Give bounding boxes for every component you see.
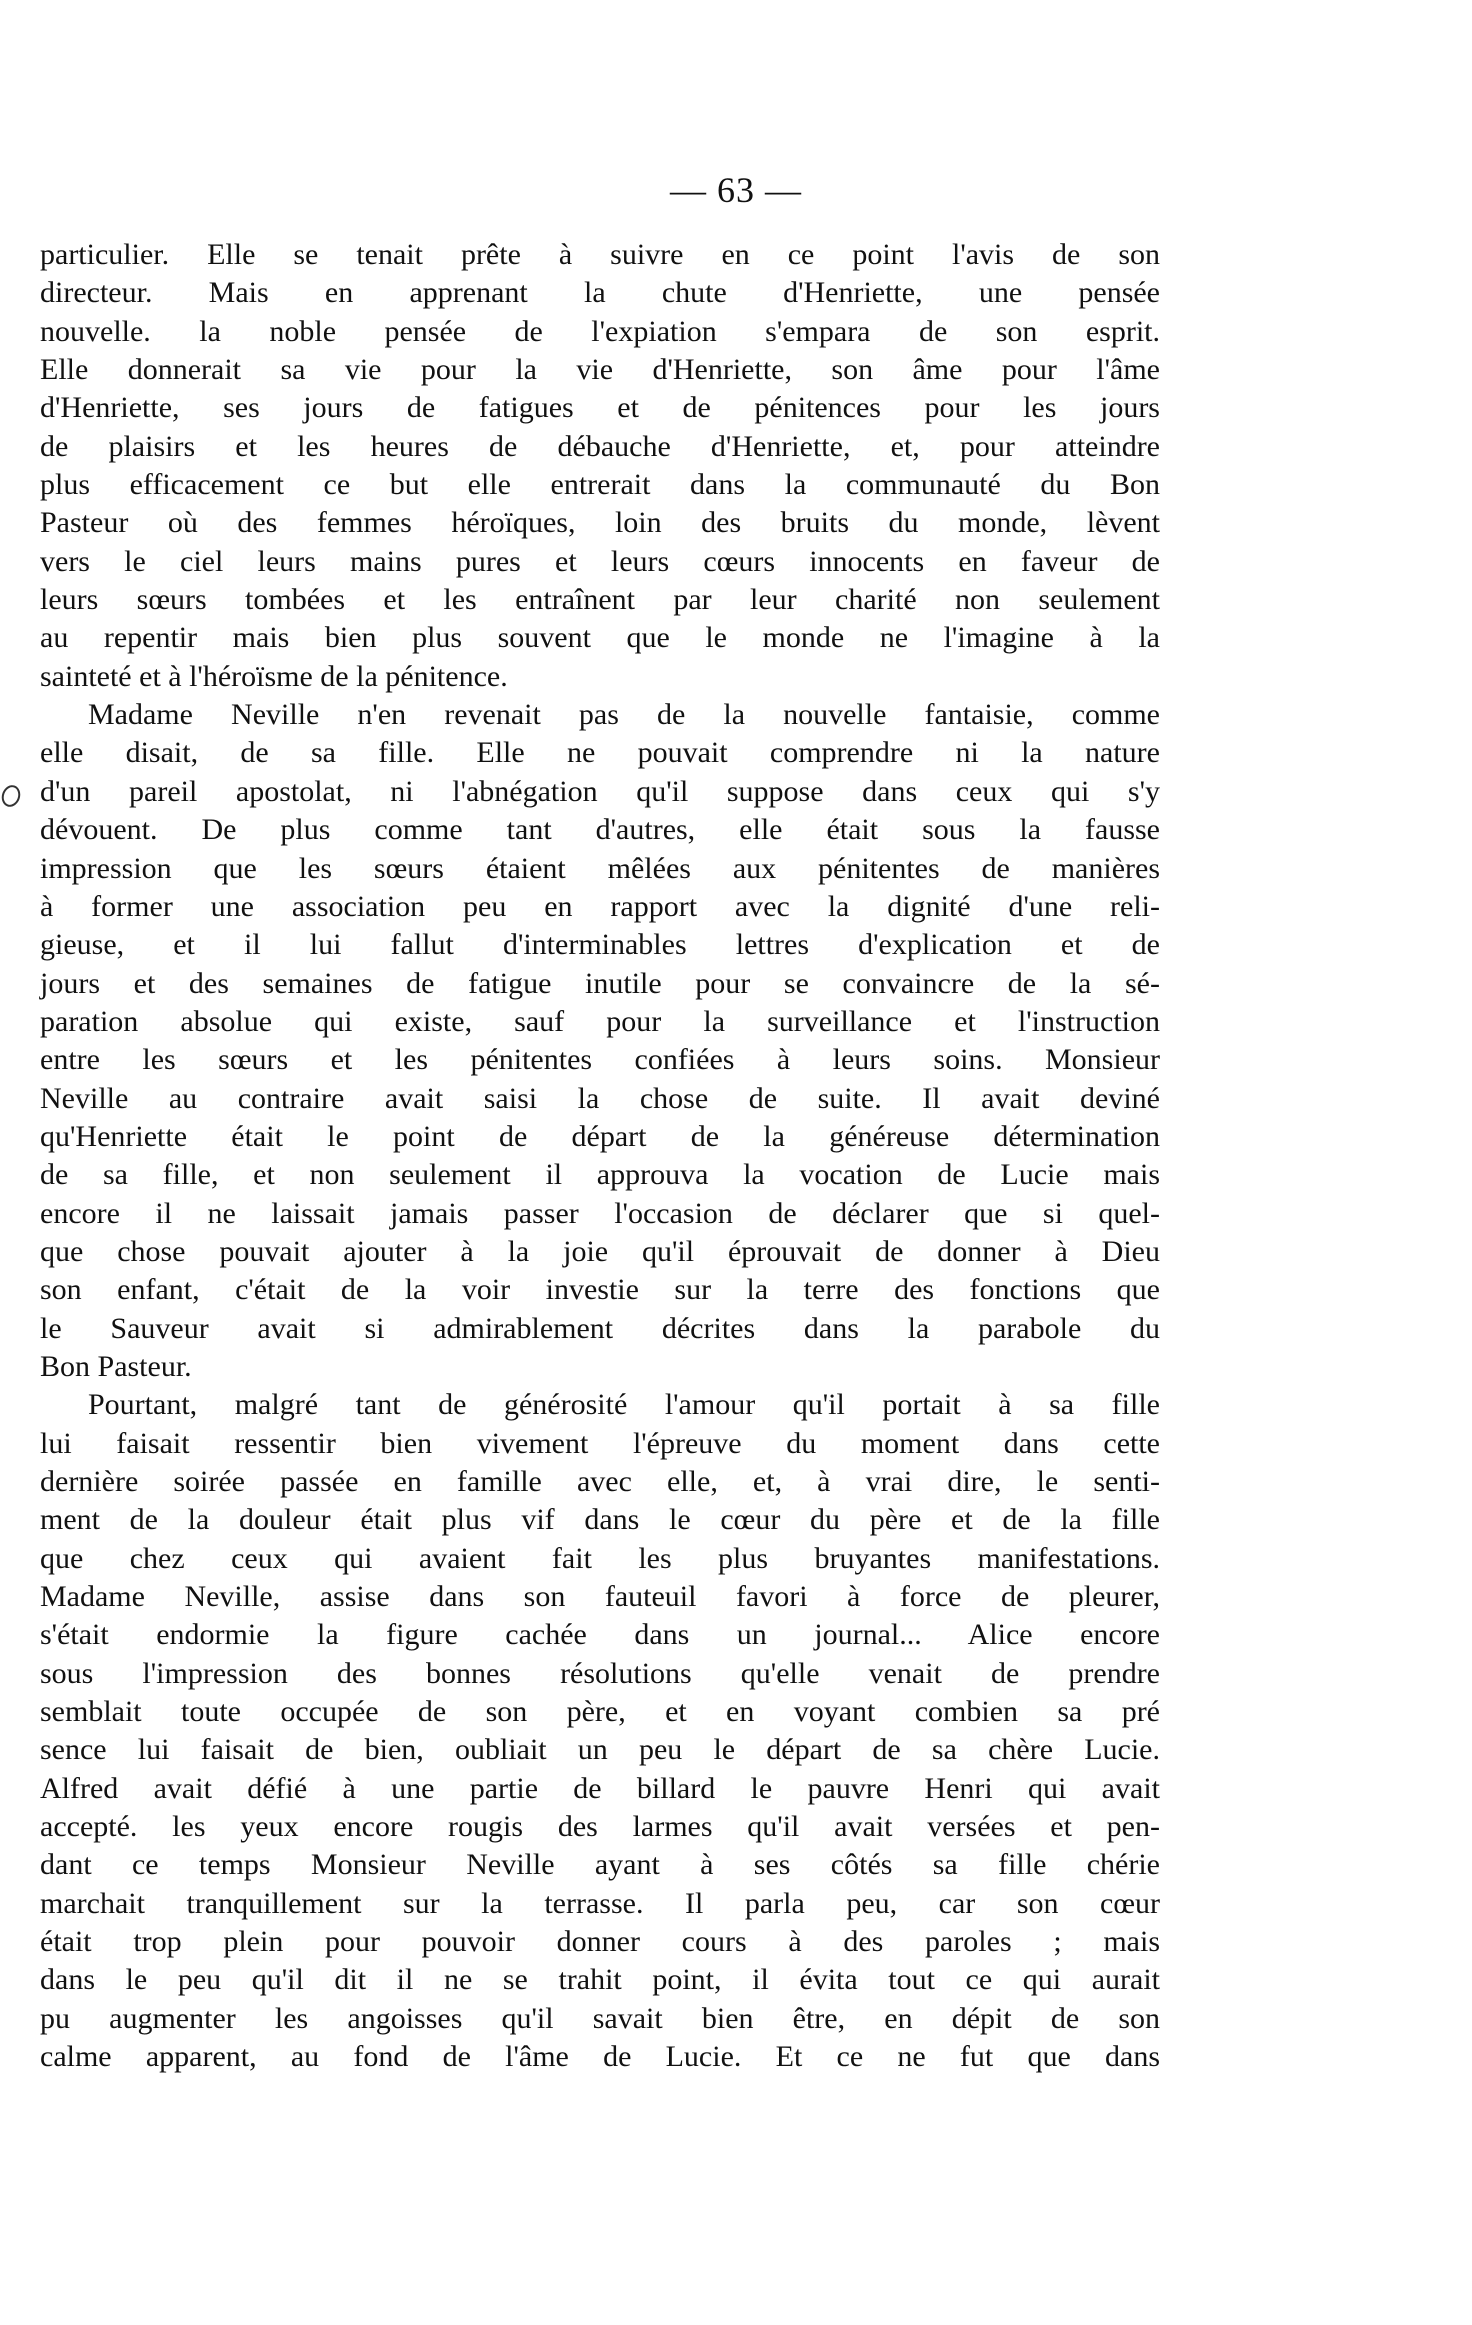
text-line: de sa fille, et non seulement il approuva la vocation de Lucie mais — [40, 1158, 1160, 1192]
text-line: vers le ciel leurs mains pures et leurs cœurs innocents en faveur de — [40, 544, 1160, 578]
text-line: son enfant, c'était de la voir investie sur la terre des fonctions que — [40, 1273, 1160, 1307]
text-line: sous l'impression des bonnes résolutions qu'elle venait de prendre — [40, 1656, 1160, 1690]
text-line: ment de la douleur était plus vif dans le cœur du père et de la fille — [40, 1503, 1160, 1537]
text-line: qu'Henriette était le point de départ de la généreuse détermination — [40, 1119, 1160, 1153]
text-line: leurs sœurs tombées et les entraînent par leur charité non seulement — [40, 583, 1160, 617]
text-line: Alfred avait défié à une partie de billard le pauvre Henri qui avait — [40, 1771, 1160, 1805]
text-line: jours et des semaines de fatigue inutile pour se convaincre de la sé- — [40, 966, 1160, 1000]
text-line: elle disait, de sa fille. Elle ne pouvait comprendre ni la nature — [40, 736, 1160, 770]
text-line: d'Henriette, ses jours de fatigues et de pénitences pour les jours — [40, 391, 1160, 425]
text-line: directeur. Mais en apprenant la chute d'Henriette, une pensée — [40, 276, 1160, 310]
text-line: impression que les sœurs étaient mêlées aux pénitentes de manières — [40, 851, 1160, 885]
text-line: Pourtant, malgré tant de générosité l'amour qu'il portait à sa fille — [88, 1388, 1160, 1422]
text-line: que chose pouvait ajouter à la joie qu'il éprouvait de donner à Dieu — [40, 1234, 1160, 1268]
body-text — [40, 236, 1160, 2077]
text-line: le Sauveur avait si admirablement décrites dans la parabole du — [40, 1311, 1160, 1345]
text-line: lui faisait ressentir bien vivement l'épreuve du moment dans cette — [40, 1426, 1160, 1460]
text-line: paration absolue qui existe, sauf pour la surveillance et l'instruction — [40, 1004, 1160, 1038]
text-line: entre les sœurs et les pénitentes confiées à leurs soins. Monsieur — [40, 1043, 1160, 1077]
text-line: au repentir mais bien plus souvent que le monde ne l'imagine à la — [40, 621, 1160, 655]
text-line: s'était endormie la figure cachée dans un journal... Alice encore — [40, 1618, 1160, 1652]
text-line: semblait toute occupée de son père, et en voyant combien sa pré — [40, 1695, 1160, 1729]
text-line: dans le peu qu'il dit il ne se trahit point, il évita tout ce qui aurait — [40, 1963, 1160, 1997]
text-line: gieuse, et il lui fallut d'interminables lettres d'explication et de — [40, 928, 1160, 962]
text-line: sence lui faisait de bien, oubliait un peu le départ de sa chère Lucie. — [40, 1733, 1160, 1767]
text-line: plus efficacement ce but elle entrerait dans la communauté du Bon — [40, 468, 1160, 502]
text-line: dernière soirée passée en famille avec elle, et, à vrai dire, le senti- — [40, 1465, 1160, 1498]
text-line: que chez ceux qui avaient fait les plus bruyantes manifestations. — [40, 1541, 1160, 1575]
text-line: accepté. les yeux encore rougis des larmes qu'il avait versées et pen- — [40, 1810, 1160, 1844]
text-line: marchait tranquillement sur la terrasse. Il parla peu, car son cœur — [40, 1886, 1160, 1920]
text-line: particulier. Elle se tenait prête à suivre en ce point l'avis de son — [40, 238, 1160, 271]
text-line: dant ce temps Monsieur Neville ayant à ses côtés sa fille chérie — [40, 1848, 1160, 1882]
text-line: Pasteur où des femmes héroïques, loin des bruits du monde, lèvent — [40, 506, 1160, 540]
text-line: d'un pareil apostolat, ni l'abnégation qu'il suppose dans ceux qui s'y — [40, 774, 1160, 808]
text-line: calme apparent, au fond de l'âme de Lucie. Et ce ne fut que dans — [40, 2040, 1160, 2074]
text-line: Madame Neville n'en revenait pas de la nouvelle fantaisie, comme — [88, 698, 1160, 732]
text-line: sainteté et à l'héroïsme de la pénitence. — [40, 659, 508, 693]
text-line: Neville au contraire avait saisi la chose de suite. Il avait deviné — [40, 1081, 1160, 1115]
text-line: de plaisirs et les heures de débauche d'Henriette, et, pour atteindre — [40, 429, 1160, 463]
text-line: Bon Pasteur. — [40, 1349, 192, 1383]
text-line: encore il ne laissait jamais passer l'occasion de déclarer que si quel- — [40, 1196, 1160, 1230]
text-line: Madame Neville, assise dans son fauteuil favori à force de pleurer, — [40, 1580, 1160, 1614]
text-line: dévouent. De plus comme tant d'autres, elle était sous la fausse — [40, 813, 1160, 847]
text-line: à former une association peu en rapport avec la dignité d'une reli- — [40, 889, 1160, 923]
page-number: — 63 — — [670, 170, 802, 210]
margin-mark — [0, 783, 23, 810]
text-line: pu augmenter les angoisses qu'il savait bien être, en dépit de son — [40, 2001, 1160, 2035]
text-line: Elle donnerait sa vie pour la vie d'Henriette, son âme pour l'âme — [40, 353, 1160, 387]
text-line: était trop plein pour pouvoir donner cours à des paroles ; mais — [40, 1925, 1160, 1959]
text-line: nouvelle. la noble pensée de l'expiation s'empara de son esprit. — [40, 314, 1160, 348]
